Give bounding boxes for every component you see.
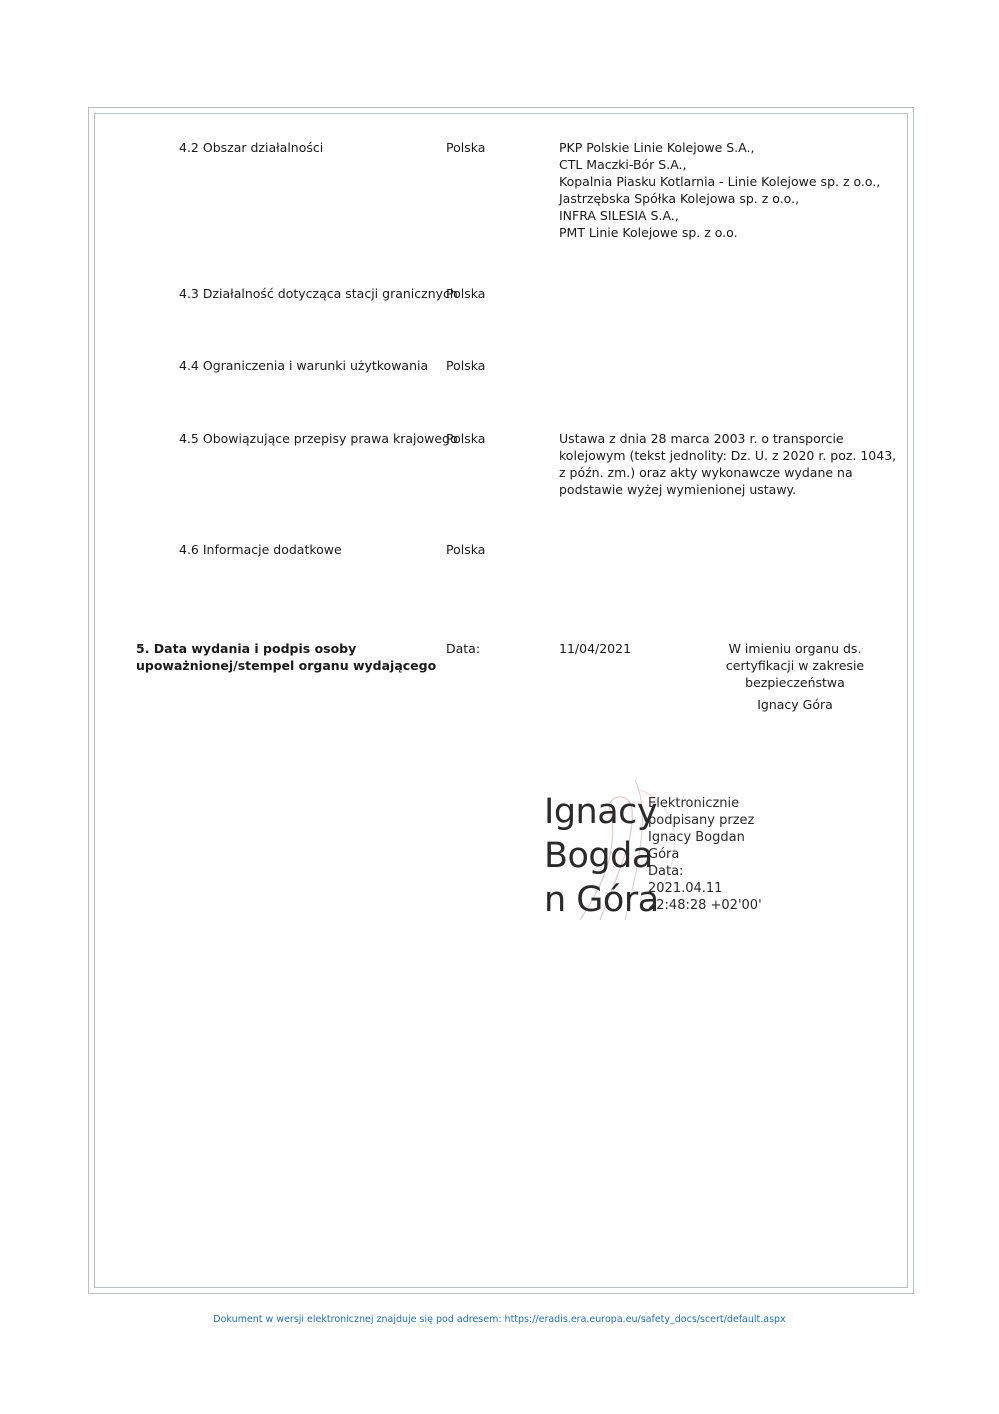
detail-line: Ustawa z dnia 28 marca 2003 r. o transporcie xyxy=(559,431,844,446)
signature-detail-line: podpisany przez xyxy=(648,813,755,828)
section-5-label xyxy=(136,640,436,674)
row-4-3-label: 4.3 Działalność dotycząca stacji granicznych xyxy=(179,286,458,301)
detail-line: podstawie wyżej wymienionej ustawy. xyxy=(559,482,797,497)
detail-line: Kopalnia Piasku Kotlarnia - Linie Kolejowe sp. z o.o., xyxy=(559,174,881,189)
signature-detail-line: Data: xyxy=(648,864,684,879)
authority-line: W imieniu organu ds. xyxy=(728,641,862,656)
detail-line: PKP Polskie Linie Kolejowe S.A., xyxy=(559,140,755,155)
signatory-name: Ignacy Góra xyxy=(757,697,833,712)
detail-line: INFRA SILESIA S.A., xyxy=(559,208,679,223)
row-4-2-details xyxy=(559,139,880,241)
detail-line: CTL Maczki-Bór S.A., xyxy=(559,157,687,172)
signature-name xyxy=(544,790,659,922)
date-value: 11/04/2021 xyxy=(559,641,632,656)
row-4-6-country: Polska xyxy=(446,542,486,557)
detail-line: Jastrzębska Spółka Kolejowa sp. z o.o., xyxy=(559,191,800,206)
row-4-5-country: Polska xyxy=(446,431,486,446)
signature-detail-line: Góra xyxy=(648,847,680,862)
signature-name-line: n Góra xyxy=(544,880,659,920)
section-5-label-line: upoważnionej/stempel organu wydającego xyxy=(136,658,437,673)
signature-detail-line: 2021.04.11 xyxy=(648,881,723,896)
row-4-6-label: 4.6 Informacje dodatkowe xyxy=(179,542,342,557)
detail-line: PMT Linie Kolejowe sp. z o.o. xyxy=(559,225,738,240)
row-4-2-label: 4.2 Obszar działalności xyxy=(179,140,324,155)
authority-line: bezpieczeństwa xyxy=(745,675,845,690)
detail-line: kolejowym (tekst jednolity: Dz. U. z 2020 r. poz. 1043, xyxy=(559,448,897,463)
signature-detail-line: Elektronicznie xyxy=(648,796,740,811)
row-4-2-country: Polska xyxy=(446,140,486,155)
footer-url-note: Dokument w wersji elektronicznej znajduje się pod adresem: https://eradis.era.europa.eu/safety_docs/scert/default.aspx xyxy=(213,1314,786,1325)
row-4-4-country: Polska xyxy=(446,358,486,373)
row-4-3-country: Polska xyxy=(446,286,486,301)
signature-name-line: Ignacy xyxy=(544,792,658,832)
row-4-5-label: 4.5 Obowiązujące przepisy prawa krajowego xyxy=(179,431,458,446)
date-label: Data: xyxy=(446,641,481,656)
section-5-label-line: 5. Data wydania i podpis osoby xyxy=(136,641,357,656)
signature-details xyxy=(648,795,762,914)
row-4-4-label: 4.4 Ograniczenia i warunki użytkowania xyxy=(179,358,429,373)
authority-line: certyfikacji w zakresie xyxy=(725,658,865,673)
row-4-5-details xyxy=(559,430,896,498)
authority-text xyxy=(715,640,875,691)
signature-name-line: Bogda xyxy=(544,836,653,876)
detail-line: z późn. zm.) oraz akty wykonawcze wydane na xyxy=(559,465,853,480)
signature-detail-line: 22:48:28 +02'00' xyxy=(648,898,762,913)
signature-detail-line: Ignacy Bogdan xyxy=(648,830,745,845)
